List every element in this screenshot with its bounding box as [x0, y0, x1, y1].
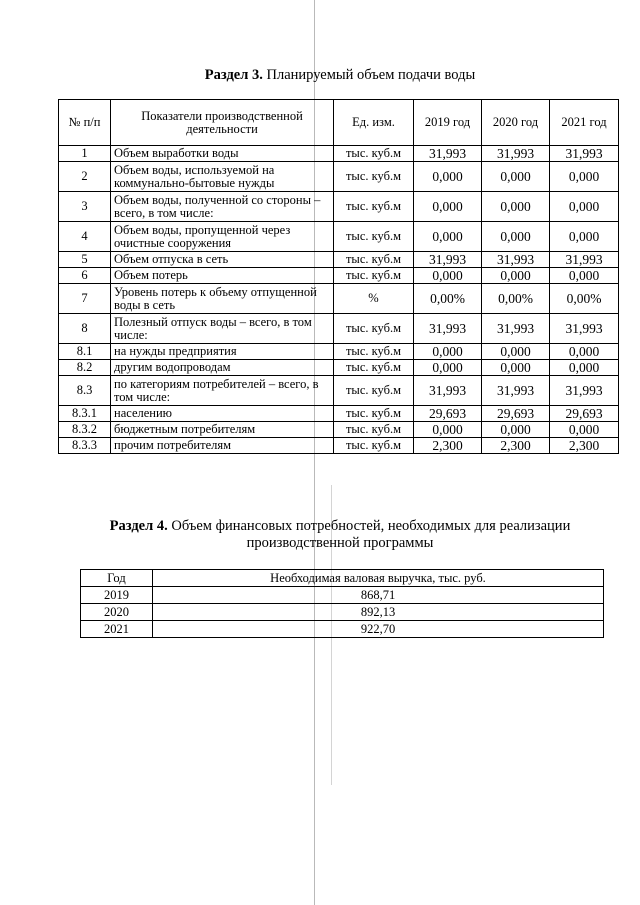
row-unit: тыс. куб.м — [334, 314, 414, 344]
section4-title: Объем финансовых потребностей, необходимых для реализации производственной программы — [171, 518, 571, 551]
row-value-2019: 31,993 — [414, 314, 482, 344]
row-value-2021: 31,993 — [550, 146, 619, 162]
row-value-2021: 2,300 — [550, 438, 619, 454]
row-number: 2 — [59, 162, 111, 192]
row-unit: % — [334, 284, 414, 314]
row-number: 4 — [59, 222, 111, 252]
row-value-2021: 29,693 — [550, 406, 619, 422]
row-value-2020: 31,993 — [482, 376, 550, 406]
section3-title: Планируемый объем подачи воды — [266, 67, 476, 83]
table-row — [59, 252, 619, 268]
row-number: 8.2 — [59, 360, 111, 376]
row-value-2019: 31,993 — [414, 252, 482, 268]
table-header-row — [59, 100, 619, 146]
table-row — [59, 162, 619, 192]
row-revenue: 922,70 — [153, 621, 604, 638]
row-value-2021: 0,000 — [550, 222, 619, 252]
row-value-2021: 0,000 — [550, 192, 619, 222]
row-unit: тыс. куб.м — [334, 222, 414, 252]
row-number: 3 — [59, 192, 111, 222]
row-value-2020: 0,000 — [482, 222, 550, 252]
row-number: 8.3.3 — [59, 438, 111, 454]
row-indicator: Объем воды, пропущенной через очистные сооружения — [111, 222, 334, 252]
row-number: 8.3 — [59, 376, 111, 406]
row-value-2021: 0,000 — [550, 344, 619, 360]
header-year: Год — [81, 570, 153, 587]
header-2021: 2021 год — [550, 100, 619, 146]
row-value-2020: 0,00% — [482, 284, 550, 314]
table-row — [59, 146, 619, 162]
table-row — [59, 222, 619, 252]
row-value-2020: 0,000 — [482, 422, 550, 438]
row-unit: тыс. куб.м — [334, 252, 414, 268]
row-year: 2019 — [81, 587, 153, 604]
row-value-2021: 0,000 — [550, 360, 619, 376]
header-unit: Ед. изм. — [334, 100, 414, 146]
row-value-2021: 31,993 — [550, 376, 619, 406]
row-value-2020: 2,300 — [482, 438, 550, 454]
row-unit: тыс. куб.м — [334, 268, 414, 284]
row-value-2019: 0,000 — [414, 192, 482, 222]
row-unit: тыс. куб.м — [334, 406, 414, 422]
row-value-2019: 31,993 — [414, 146, 482, 162]
row-number: 8.1 — [59, 344, 111, 360]
header-num: № п/п — [59, 100, 111, 146]
row-value-2021: 0,000 — [550, 162, 619, 192]
row-indicator: прочим потребителям — [111, 438, 334, 454]
row-indicator: Объем воды, используемой на коммунально-бытовые нужды — [111, 162, 334, 192]
row-value-2020: 31,993 — [482, 146, 550, 162]
table-row — [59, 406, 619, 422]
row-indicator: Объем потерь — [111, 268, 334, 284]
row-value-2019: 0,000 — [414, 162, 482, 192]
table-row — [81, 587, 604, 604]
row-value-2019: 31,993 — [414, 376, 482, 406]
row-unit: тыс. куб.м — [334, 162, 414, 192]
row-value-2019: 0,000 — [414, 360, 482, 376]
header-revenue: Необходимая валовая выручка, тыс. руб. — [153, 570, 604, 587]
row-value-2019: 2,300 — [414, 438, 482, 454]
row-indicator: другим водопроводам — [111, 360, 334, 376]
row-number: 8.3.1 — [59, 406, 111, 422]
row-value-2020: 0,000 — [482, 192, 550, 222]
table-row — [59, 314, 619, 344]
row-indicator: бюджетным потребителям — [111, 422, 334, 438]
row-value-2020: 0,000 — [482, 268, 550, 284]
table-row — [59, 376, 619, 406]
row-unit: тыс. куб.м — [334, 438, 414, 454]
row-value-2019: 0,000 — [414, 222, 482, 252]
row-indicator: Объем воды, полученной со стороны – всего, в том числе: — [111, 192, 334, 222]
row-number: 7 — [59, 284, 111, 314]
row-indicator: Объем выработки воды — [111, 146, 334, 162]
row-value-2021: 31,993 — [550, 252, 619, 268]
table-row — [59, 268, 619, 284]
table-row — [81, 604, 604, 621]
table-row — [59, 284, 619, 314]
row-revenue: 868,71 — [153, 587, 604, 604]
section4-label: Раздел 4. — [109, 518, 168, 534]
table-row — [59, 438, 619, 454]
row-unit: тыс. куб.м — [334, 422, 414, 438]
row-indicator: Уровень потерь к объему отпущенной воды в сеть — [111, 284, 334, 314]
row-value-2019: 0,000 — [414, 344, 482, 360]
row-unit: тыс. куб.м — [334, 360, 414, 376]
row-value-2019: 0,00% — [414, 284, 482, 314]
row-value-2021: 0,00% — [550, 284, 619, 314]
row-value-2019: 29,693 — [414, 406, 482, 422]
financial-needs-table — [80, 569, 604, 638]
table-row — [59, 192, 619, 222]
row-value-2019: 0,000 — [414, 422, 482, 438]
row-number: 8.3.2 — [59, 422, 111, 438]
header-2019: 2019 год — [414, 100, 482, 146]
row-number: 8 — [59, 314, 111, 344]
row-value-2021: 31,993 — [550, 314, 619, 344]
row-number: 5 — [59, 252, 111, 268]
row-value-2020: 0,000 — [482, 344, 550, 360]
row-value-2021: 0,000 — [550, 422, 619, 438]
row-indicator: на нужды предприятия — [111, 344, 334, 360]
section3-label: Раздел 3. — [204, 67, 263, 83]
table-header-row — [81, 570, 604, 587]
row-value-2020: 31,993 — [482, 252, 550, 268]
water-supply-table — [58, 99, 619, 454]
table-row — [59, 422, 619, 438]
row-unit: тыс. куб.м — [334, 344, 414, 360]
table-row — [59, 360, 619, 376]
section4-heading — [70, 518, 610, 552]
row-indicator: населению — [111, 406, 334, 422]
header-2020: 2020 год — [482, 100, 550, 146]
row-value-2020: 31,993 — [482, 314, 550, 344]
row-number: 6 — [59, 268, 111, 284]
header-indicator: Показатели производственной деятельности — [111, 100, 334, 146]
row-indicator: Полезный отпуск воды – всего, в том числе: — [111, 314, 334, 344]
row-year: 2021 — [81, 621, 153, 638]
row-indicator: по категориям потребителей – всего, в том числе: — [111, 376, 334, 406]
row-year: 2020 — [81, 604, 153, 621]
row-value-2020: 0,000 — [482, 162, 550, 192]
row-revenue: 892,13 — [153, 604, 604, 621]
row-unit: тыс. куб.м — [334, 376, 414, 406]
row-value-2020: 0,000 — [482, 360, 550, 376]
row-value-2020: 29,693 — [482, 406, 550, 422]
row-value-2021: 0,000 — [550, 268, 619, 284]
row-number: 1 — [59, 146, 111, 162]
row-unit: тыс. куб.м — [334, 192, 414, 222]
section3-heading — [60, 67, 620, 84]
table-row — [59, 344, 619, 360]
row-indicator: Объем отпуска в сеть — [111, 252, 334, 268]
table-row — [81, 621, 604, 638]
row-unit: тыс. куб.м — [334, 146, 414, 162]
row-value-2019: 0,000 — [414, 268, 482, 284]
